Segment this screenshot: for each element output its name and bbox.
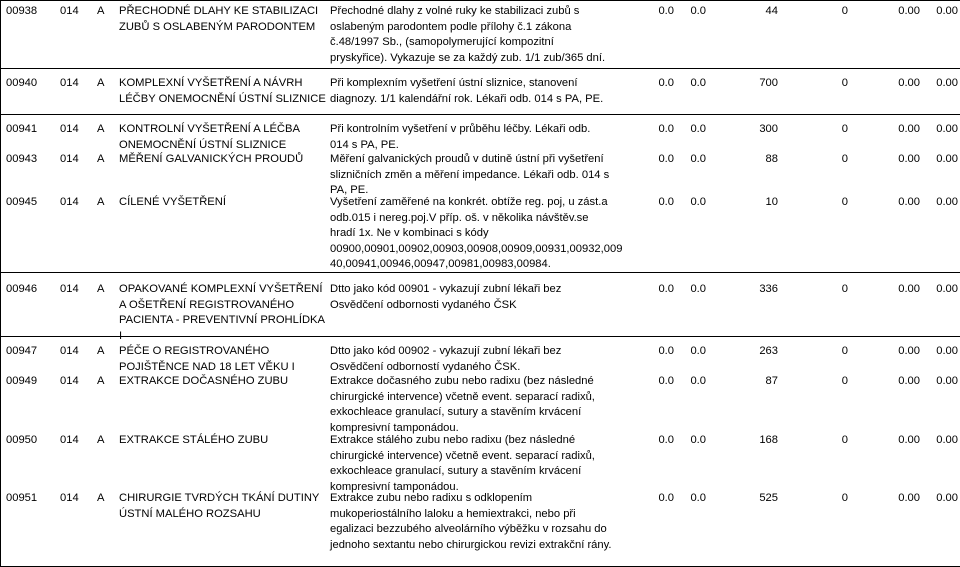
value-col-5: 0.00 [898,283,920,295]
procedure-code: 00951 [6,492,38,504]
specialty-code: 014 [60,123,79,135]
points-value: 336 [759,283,778,295]
value-col-2: 0.0 [690,434,706,446]
procedure-description: Měření galvanických proudů v dutině ústní při vyšetření slizničních změn a měření impedance. Lékaři odb. 014 s PA, PE. [330,153,610,196]
points-value: 168 [759,434,778,446]
procedure-name: OPAKOVANÉ KOMPLEXNÍ VYŠETŘENÍ A OŠETŘENÍ REGISTROVANÉHO PACIENTA - PREVENTIVNÍ PROHLÍDKA I [119,283,325,342]
value-col-1: 0.0 [658,153,674,165]
value-col-1: 0.0 [658,492,674,504]
value-col-6: 0.00 [936,123,958,135]
value-col-6: 0.00 [936,492,958,504]
procedure-code: 00941 [6,123,38,135]
value-col-4: 0 [841,153,848,165]
procedure-description: Extrakce dočasného zubu nebo radixu (bez následné chirurgické intervence) včetně event. separací radixů, exkochleace granulací, sutury a stavěním krvácení kompresivní tamponádou. [330,375,595,434]
procedure-description: Při komplexním vyšetření ústní sliznice, stanovení diagnozy. 1/1 kalendářní rok. Lékaři odb. 014 s PA, PE. [330,77,604,105]
value-col-2: 0.0 [690,492,706,504]
value-col-4: 0 [841,375,848,387]
procedure-code: 00949 [6,375,38,387]
value-col-1: 0.0 [658,5,674,17]
specialty-code: 014 [60,492,79,504]
procedure-code: 00950 [6,434,38,446]
specialty-code: 014 [60,375,79,387]
procedure-name: PŘECHODNÉ DLAHY KE STABILIZACI ZUBŮ S OSLABENÝM PARODONTEM [119,5,319,33]
procedure-code: 00946 [6,283,38,295]
points-value: 700 [759,77,778,89]
specialty-code: 014 [60,434,79,446]
procedure-name: KOMPLEXNÍ VYŠETŘENÍ A NÁVRH LÉČBY ONEMOCNĚNÍ ÚSTNÍ SLIZNICE [119,77,326,105]
specialty-code: 014 [60,153,79,165]
procedure-code: 00943 [6,153,38,165]
value-col-6: 0.00 [936,196,958,208]
value-col-6: 0.00 [936,77,958,89]
type-code: A [97,196,105,208]
row-divider [0,0,960,1]
procedure-name: CHIRURGIE TVRDÝCH TKÁNÍ DUTINY ÚSTNÍ MALÉHO ROZSAHU [119,492,320,520]
value-col-6: 0.00 [936,434,958,446]
value-col-5: 0.00 [898,492,920,504]
value-col-2: 0.0 [690,153,706,165]
value-col-5: 0.00 [898,77,920,89]
points-value: 87 [765,375,778,387]
procedure-code: 00938 [6,5,38,17]
value-col-4: 0 [841,5,848,17]
type-code: A [97,5,105,17]
procedure-code: 00940 [6,77,38,89]
specialty-code: 014 [60,345,79,357]
procedure-name: KONTROLNÍ VYŠETŘENÍ A LÉČBA ONEMOCNĚNÍ ÚSTNÍ SLIZNICE [119,123,300,151]
value-col-6: 0.00 [936,153,958,165]
procedure-description: Přechodné dlahy z volné ruky ke stabilizaci zubů s oslabeným parodontem podle přílohy č.1 zákona č.48/1997 Sb., (samopolymerující kompozitní pryskyřice). Vykazuje se za každý zub. 1/1 zub/365 dní. [330,5,606,64]
value-col-4: 0 [841,77,848,89]
value-col-5: 0.00 [898,196,920,208]
value-col-2: 0.0 [690,196,706,208]
procedure-name: EXTRAKCE STÁLÉHO ZUBU [119,434,269,446]
value-col-2: 0.0 [690,375,706,387]
procedure-description: Vyšetření zaměřené na konkrét. obtíže reg. poj, u zást.a odb.015 i nereg.poj.V příp. oš. v několika návštěv.se hradí 1x. Ne v kombinaci s kódy 00900,00901,00902,00903,00908,00909,00931,00932,009 40,00941,00946,00947,00981,00983,00984. [330,196,623,270]
specialty-code: 014 [60,5,79,17]
procedure-name: MĚŘENÍ GALVANICKÝCH PROUDŮ [119,153,304,165]
points-value: 300 [759,123,778,135]
row-divider [0,114,960,115]
value-col-1: 0.0 [658,196,674,208]
procedure-name: EXTRAKCE DOČASNÉHO ZUBU [119,375,289,387]
value-col-4: 0 [841,123,848,135]
procedure-description: Dtto jako kód 00902 - vykazují zubní lékaři bez Osvědčení odborností vydaného ČSK. [330,345,562,373]
specialty-code: 014 [60,196,79,208]
value-col-5: 0.00 [898,5,920,17]
value-col-1: 0.0 [658,283,674,295]
value-col-4: 0 [841,345,848,357]
type-code: A [97,375,105,387]
points-value: 263 [759,345,778,357]
value-col-6: 0.00 [936,375,958,387]
value-col-4: 0 [841,434,848,446]
type-code: A [97,434,105,446]
value-col-1: 0.0 [658,375,674,387]
type-code: A [97,77,105,89]
procedure-code: 00945 [6,196,38,208]
value-col-6: 0.00 [936,283,958,295]
type-code: A [97,345,105,357]
value-col-4: 0 [841,492,848,504]
table-left-border [0,0,1,567]
row-divider [0,68,960,69]
value-col-2: 0.0 [690,345,706,357]
type-code: A [97,123,105,135]
specialty-code: 014 [60,77,79,89]
value-col-1: 0.0 [658,345,674,357]
value-col-5: 0.00 [898,375,920,387]
value-col-2: 0.0 [690,77,706,89]
points-value: 525 [759,492,778,504]
type-code: A [97,492,105,504]
value-col-2: 0.0 [690,123,706,135]
type-code: A [97,153,105,165]
points-value: 10 [765,196,778,208]
procedure-description: Dtto jako kód 00901 - vykazují zubní lékaři bez Osvědčení odbornosti vydaného ČSK [330,283,562,311]
procedure-name: CÍLENÉ VYŠETŘENÍ [119,196,226,208]
value-col-5: 0.00 [898,345,920,357]
procedure-description: Při kontrolním vyšetření v průběhu léčby. Lékaři odb. 014 s PA, PE. [330,123,591,151]
value-col-6: 0.00 [936,345,958,357]
value-col-2: 0.0 [690,5,706,17]
value-col-1: 0.0 [658,434,674,446]
procedure-name: PÉČE O REGISTROVANÉHO POJIŠTĚNCE NAD 18 LET VĚKU I [119,345,295,373]
points-value: 88 [765,153,778,165]
value-col-1: 0.0 [658,77,674,89]
value-col-5: 0.00 [898,434,920,446]
procedure-description: Extrakce stálého zubu nebo radixu (bez následné chirurgické intervence) včetně event. separací radixů, exkochleace granulací, sutury a stavěním krvácení kompresivní tamponádou. [330,434,595,493]
value-col-2: 0.0 [690,283,706,295]
value-col-4: 0 [841,196,848,208]
procedure-description: Extrakce zubu nebo radixu s odklopením mukoperiostálního laloku a hemiextrakci, nebo při egalizaci bezzubého alveolárního výběžku v rozsahu do jednoho sextantu nebo chirurgickou revizi extrakční rány. [330,492,612,551]
procedure-code: 00947 [6,345,38,357]
points-value: 44 [765,5,778,17]
value-col-6: 0.00 [936,5,958,17]
value-col-1: 0.0 [658,123,674,135]
value-col-5: 0.00 [898,153,920,165]
type-code: A [97,283,105,295]
specialty-code: 014 [60,283,79,295]
value-col-4: 0 [841,283,848,295]
value-col-5: 0.00 [898,123,920,135]
